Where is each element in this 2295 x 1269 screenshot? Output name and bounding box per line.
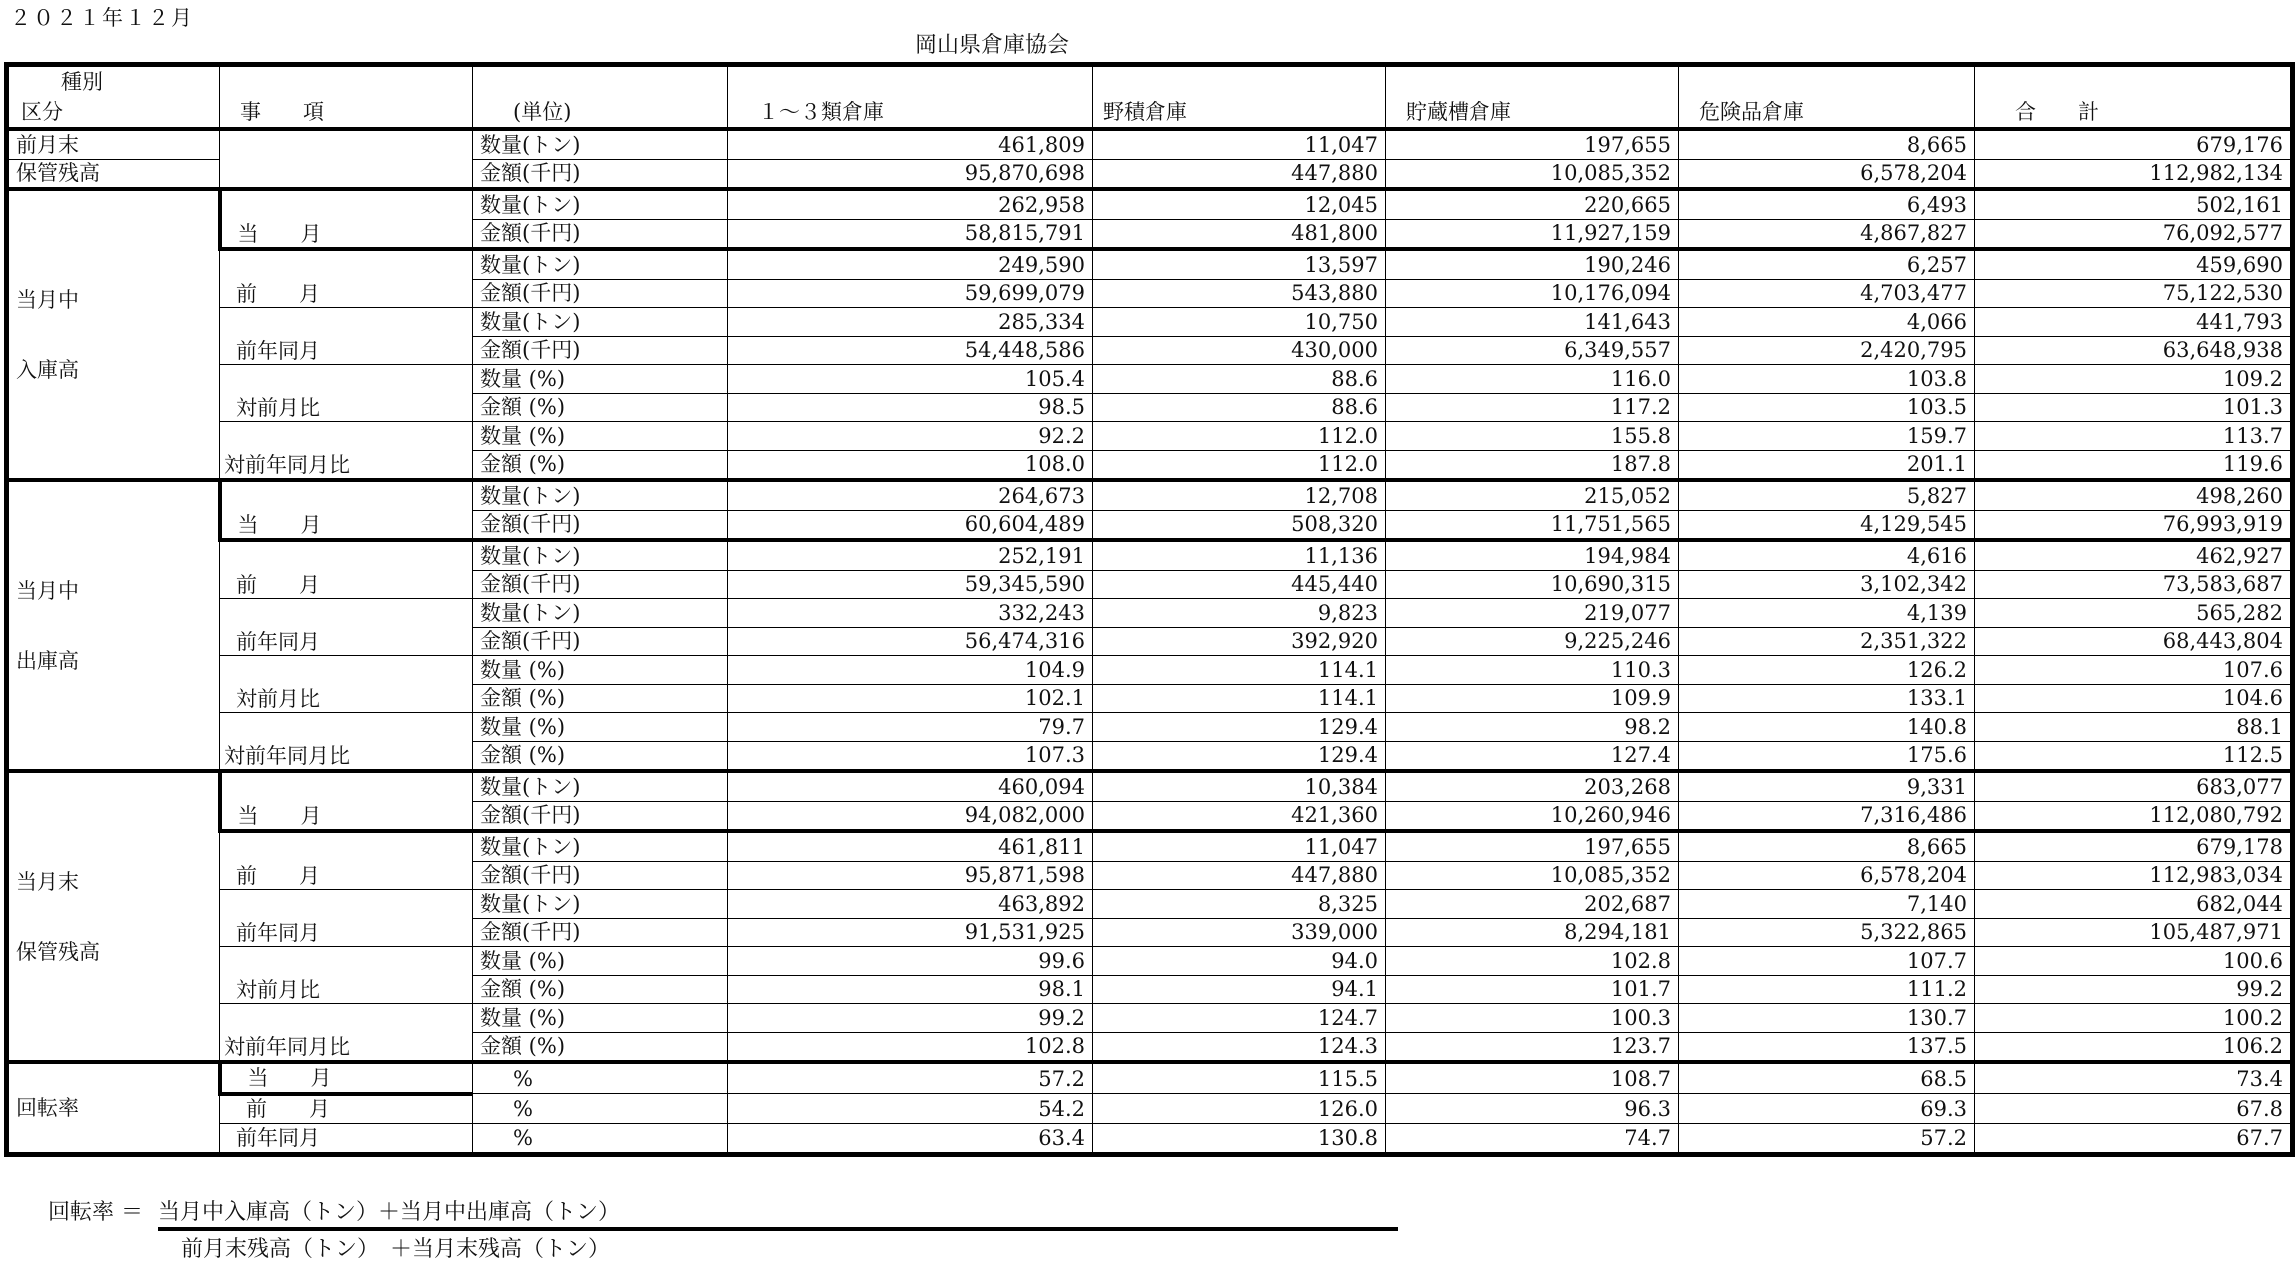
value-cell: 447,880: [1093, 159, 1386, 189]
value-cell: 6,493: [1679, 189, 1975, 219]
item-cell: 対前月比: [220, 947, 473, 1004]
kaiten-section: [7, 1062, 2293, 1154]
header-row: [7, 65, 2293, 130]
value-cell: 11,047: [1093, 831, 1386, 861]
unit-header: (単位): [473, 65, 728, 130]
value-cell: 67.8: [1975, 1094, 2293, 1124]
value-cell: 4,703,477: [1679, 279, 1975, 308]
kubun-label: 区分: [21, 100, 63, 124]
item-cell: 前年同月: [220, 1124, 473, 1155]
value-cell: 102.1: [728, 684, 1093, 713]
col-storage-tank-header: 貯蔵槽倉庫: [1386, 65, 1679, 130]
value-cell: 115.5: [1093, 1062, 1386, 1094]
value-cell: 194,984: [1386, 540, 1679, 570]
value-cell: 543,880: [1093, 279, 1386, 308]
unit-cell: 金額(千円): [473, 336, 728, 365]
value-cell: 107.7: [1679, 947, 1975, 976]
value-cell: 202,687: [1386, 890, 1679, 919]
value-cell: 56,474,316: [728, 627, 1093, 656]
table-row: [7, 947, 2293, 976]
unit-cell: 数量(トン): [473, 831, 728, 861]
value-cell: 8,325: [1093, 890, 1386, 919]
value-cell: 6,257: [1679, 249, 1975, 279]
unit-cell: 数量 (%): [473, 713, 728, 742]
table-row: [7, 365, 2293, 394]
value-cell: 285,334: [728, 308, 1093, 337]
group-label: 保管残高: [7, 159, 220, 189]
value-cell: 102.8: [728, 1032, 1093, 1062]
col-open-yard-header: 野積倉庫: [1093, 65, 1386, 130]
unit-cell: 金額 (%): [473, 393, 728, 422]
item-cell: 対前年同月比: [220, 713, 473, 772]
value-cell: 508,320: [1093, 510, 1386, 540]
value-cell: 60,604,489: [728, 510, 1093, 540]
unit-cell: 数量(トン): [473, 189, 728, 219]
unit-cell: 数量(トン): [473, 308, 728, 337]
group-label-line1: 当月末: [16, 869, 79, 894]
value-cell: 5,827: [1679, 480, 1975, 510]
value-cell: 109.9: [1386, 684, 1679, 713]
unit-cell: %: [473, 1124, 728, 1155]
value-cell: 104.9: [728, 656, 1093, 685]
value-cell: 109.2: [1975, 365, 2293, 394]
unit-cell: 金額(千円): [473, 627, 728, 656]
value-cell: 2,420,795: [1679, 336, 1975, 365]
value-cell: 197,655: [1386, 129, 1679, 159]
value-cell: 6,578,204: [1679, 861, 1975, 890]
value-cell: 91,531,925: [728, 918, 1093, 947]
col-hazmat-header: 危険品倉庫: [1679, 65, 1975, 130]
col-class1-3-header: １～３類倉庫: [728, 65, 1093, 130]
value-cell: 9,225,246: [1386, 627, 1679, 656]
value-cell: 12,045: [1093, 189, 1386, 219]
item-cell: 前年同月: [220, 890, 473, 947]
value-cell: 264,673: [728, 480, 1093, 510]
unit-cell: 金額 (%): [473, 450, 728, 480]
value-cell: 110.3: [1386, 656, 1679, 685]
value-cell: 54.2: [728, 1094, 1093, 1124]
value-cell: 112,080,792: [1975, 801, 2293, 831]
value-cell: 75,122,530: [1975, 279, 2293, 308]
value-cell: 126.0: [1093, 1094, 1386, 1124]
value-cell: 112.0: [1093, 422, 1386, 451]
formula-denominator: 前月末残高（トン） ＋当月末残高（トン）: [181, 1237, 611, 1262]
value-cell: 8,665: [1679, 831, 1975, 861]
value-cell: 100.6: [1975, 947, 2293, 976]
value-cell: 130.8: [1093, 1124, 1386, 1155]
value-cell: 76,993,919: [1975, 510, 2293, 540]
value-cell: 10,085,352: [1386, 861, 1679, 890]
table-row: [7, 480, 2293, 510]
value-cell: 98.5: [728, 393, 1093, 422]
group-label: 前月末: [7, 129, 220, 159]
item-cell: 前 月: [220, 831, 473, 890]
value-cell: 113.7: [1975, 422, 2293, 451]
value-cell: 106.2: [1975, 1032, 2293, 1062]
table-row: [7, 713, 2293, 742]
formula-label: 回転率 ＝: [48, 1200, 143, 1225]
table-row: [7, 1062, 2293, 1094]
value-cell: 175.6: [1679, 741, 1975, 771]
table-row: [7, 599, 2293, 628]
value-cell: 102.8: [1386, 947, 1679, 976]
value-cell: 4,616: [1679, 540, 1975, 570]
value-cell: 129.4: [1093, 741, 1386, 771]
item-cell: 前年同月: [220, 308, 473, 365]
value-cell: 114.1: [1093, 656, 1386, 685]
value-cell: 498,260: [1975, 480, 2293, 510]
value-cell: 421,360: [1093, 801, 1386, 831]
value-cell: 9,823: [1093, 599, 1386, 628]
value-cell: 94,082,000: [728, 801, 1093, 831]
value-cell: 7,316,486: [1679, 801, 1975, 831]
value-cell: 12,708: [1093, 480, 1386, 510]
value-cell: 7,140: [1679, 890, 1975, 919]
kubun-header: [7, 65, 220, 130]
value-cell: 197,655: [1386, 831, 1679, 861]
jiko-header: 事 項: [220, 65, 473, 130]
value-cell: 10,176,094: [1386, 279, 1679, 308]
value-cell: 430,000: [1093, 336, 1386, 365]
value-cell: 203,268: [1386, 771, 1679, 801]
value-cell: 63,648,938: [1975, 336, 2293, 365]
unit-cell: 数量 (%): [473, 947, 728, 976]
zandaka-section: [7, 771, 2293, 1062]
shubetsu-label: 種別: [61, 70, 103, 94]
value-cell: 74.7: [1386, 1124, 1679, 1155]
table-row: [7, 656, 2293, 685]
value-cell: 95,871,598: [728, 861, 1093, 890]
value-cell: 137.5: [1679, 1032, 1975, 1062]
value-cell: 215,052: [1386, 480, 1679, 510]
value-cell: 481,800: [1093, 219, 1386, 249]
value-cell: 220,665: [1386, 189, 1679, 219]
unit-cell: 金額(千円): [473, 801, 728, 831]
value-cell: 114.1: [1093, 684, 1386, 713]
unit-cell: 金額 (%): [473, 975, 728, 1004]
item-cell: [220, 129, 473, 189]
group-label: [7, 480, 220, 771]
value-cell: 108.0: [728, 450, 1093, 480]
unit-cell: 数量(トン): [473, 771, 728, 801]
unit-cell: 数量(トン): [473, 599, 728, 628]
value-cell: 68,443,804: [1975, 627, 2293, 656]
unit-cell: 数量 (%): [473, 422, 728, 451]
table-row: [7, 422, 2293, 451]
value-cell: 96.3: [1386, 1094, 1679, 1124]
value-cell: 4,066: [1679, 308, 1975, 337]
value-cell: 88.1: [1975, 713, 2293, 742]
table-row: [7, 771, 2293, 801]
value-cell: 94.0: [1093, 947, 1386, 976]
item-cell: 対前年同月比: [220, 422, 473, 481]
unit-cell: 金額(千円): [473, 861, 728, 890]
value-cell: 4,129,545: [1679, 510, 1975, 540]
value-cell: 252,191: [728, 540, 1093, 570]
unit-cell: 数量(トン): [473, 249, 728, 279]
value-cell: 10,260,946: [1386, 801, 1679, 831]
value-cell: 123.7: [1386, 1032, 1679, 1062]
value-cell: 88.6: [1093, 365, 1386, 394]
unit-cell: 金額(千円): [473, 570, 728, 599]
value-cell: 95,870,698: [728, 159, 1093, 189]
unit-cell: 金額(千円): [473, 510, 728, 540]
value-cell: 58,815,791: [728, 219, 1093, 249]
value-cell: 565,282: [1975, 599, 2293, 628]
value-cell: 11,047: [1093, 129, 1386, 159]
unit-cell: 数量(トン): [473, 129, 728, 159]
value-cell: 100.2: [1975, 1004, 2293, 1033]
value-cell: 4,139: [1679, 599, 1975, 628]
value-cell: 140.8: [1679, 713, 1975, 742]
value-cell: 98.2: [1386, 713, 1679, 742]
unit-cell: 金額(千円): [473, 279, 728, 308]
value-cell: 88.6: [1093, 393, 1386, 422]
value-cell: 119.6: [1975, 450, 2293, 480]
value-cell: 112.0: [1093, 450, 1386, 480]
value-cell: 79.7: [728, 713, 1093, 742]
value-cell: 59,345,590: [728, 570, 1093, 599]
value-cell: 445,440: [1093, 570, 1386, 599]
table-row: [7, 831, 2293, 861]
value-cell: 98.1: [728, 975, 1093, 1004]
value-cell: 94.1: [1093, 975, 1386, 1004]
unit-cell: 数量 (%): [473, 1004, 728, 1033]
item-cell: 当 月: [220, 771, 473, 831]
value-cell: 57.2: [728, 1062, 1093, 1094]
value-cell: 155.8: [1386, 422, 1679, 451]
unit-cell: 数量(トン): [473, 540, 728, 570]
unit-cell: 数量 (%): [473, 656, 728, 685]
item-cell: 前 月: [220, 1094, 473, 1124]
value-cell: 6,578,204: [1679, 159, 1975, 189]
value-cell: 262,958: [728, 189, 1093, 219]
value-cell: 101.7: [1386, 975, 1679, 1004]
value-cell: 502,161: [1975, 189, 2293, 219]
group-label-line2: 出庫高: [16, 648, 79, 673]
value-cell: 13,597: [1093, 249, 1386, 279]
value-cell: 103.5: [1679, 393, 1975, 422]
table-row: [7, 249, 2293, 279]
value-cell: 447,880: [1093, 861, 1386, 890]
group-label-line1: 当月中: [16, 287, 79, 312]
value-cell: 68.5: [1679, 1062, 1975, 1094]
value-cell: 54,448,586: [728, 336, 1093, 365]
value-cell: 9,331: [1679, 771, 1975, 801]
value-cell: 126.2: [1679, 656, 1975, 685]
value-cell: 683,077: [1975, 771, 2293, 801]
value-cell: 463,892: [728, 890, 1093, 919]
value-cell: 99.2: [728, 1004, 1093, 1033]
value-cell: 67.7: [1975, 1124, 2293, 1155]
value-cell: 141,643: [1386, 308, 1679, 337]
table-row: [7, 189, 2293, 219]
value-cell: 460,094: [728, 771, 1093, 801]
value-cell: 461,809: [728, 129, 1093, 159]
value-cell: 201.1: [1679, 450, 1975, 480]
value-cell: 108.7: [1386, 1062, 1679, 1094]
group-label: 回転率: [7, 1062, 220, 1154]
value-cell: 190,246: [1386, 249, 1679, 279]
value-cell: 339,000: [1093, 918, 1386, 947]
value-cell: 111.2: [1679, 975, 1975, 1004]
value-cell: 116.0: [1386, 365, 1679, 394]
group-label-line1: 当月中: [16, 578, 79, 603]
unit-cell: 数量(トン): [473, 890, 728, 919]
value-cell: 57.2: [1679, 1124, 1975, 1155]
value-cell: 441,793: [1975, 308, 2293, 337]
item-cell: 対前月比: [220, 365, 473, 422]
value-cell: 76,092,577: [1975, 219, 2293, 249]
group-label-line2: 保管残高: [16, 939, 100, 964]
unit-cell: 金額(千円): [473, 219, 728, 249]
value-cell: 99.2: [1975, 975, 2293, 1004]
shukko-section: [7, 480, 2293, 771]
table-row: [7, 308, 2293, 337]
value-cell: 105,487,971: [1975, 918, 2293, 947]
value-cell: 107.6: [1975, 656, 2293, 685]
value-cell: 3,102,342: [1679, 570, 1975, 599]
value-cell: 103.8: [1679, 365, 1975, 394]
unit-cell: 金額 (%): [473, 684, 728, 713]
item-cell: 当 月: [220, 189, 473, 249]
value-cell: 69.3: [1679, 1094, 1975, 1124]
report-date: ２０２１年１２月: [10, 6, 194, 30]
unit-cell: 金額(千円): [473, 918, 728, 947]
value-cell: 219,077: [1386, 599, 1679, 628]
col-total-header: 合 計: [1975, 65, 2293, 130]
value-cell: 59,699,079: [728, 279, 1093, 308]
value-cell: 6,349,557: [1386, 336, 1679, 365]
value-cell: 129.4: [1093, 713, 1386, 742]
value-cell: 10,384: [1093, 771, 1386, 801]
item-cell: 対前月比: [220, 656, 473, 713]
item-cell: 前 月: [220, 249, 473, 308]
group-label-line2: 入庫高: [16, 357, 79, 382]
value-cell: 112.5: [1975, 741, 2293, 771]
value-cell: 104.6: [1975, 684, 2293, 713]
unit-cell: 数量 (%): [473, 365, 728, 394]
value-cell: 249,590: [728, 249, 1093, 279]
value-cell: 10,750: [1093, 308, 1386, 337]
fraction-bar: [158, 1227, 1398, 1231]
formula-numerator: 当月中入庫高（トン）＋当月中出庫高（トン）: [158, 1200, 621, 1225]
value-cell: 124.7: [1093, 1004, 1386, 1033]
value-cell: 461,811: [728, 831, 1093, 861]
value-cell: 107.3: [728, 741, 1093, 771]
warehouse-statistics-table: [4, 62, 2295, 1157]
value-cell: 8,294,181: [1386, 918, 1679, 947]
table-row: [7, 1094, 2293, 1124]
value-cell: 117.2: [1386, 393, 1679, 422]
value-cell: 73,583,687: [1975, 570, 2293, 599]
value-cell: 11,751,565: [1386, 510, 1679, 540]
value-cell: 8,665: [1679, 129, 1975, 159]
value-cell: 462,927: [1975, 540, 2293, 570]
value-cell: 101.3: [1975, 393, 2293, 422]
value-cell: 63.4: [728, 1124, 1093, 1155]
value-cell: 4,867,827: [1679, 219, 1975, 249]
value-cell: 459,690: [1975, 249, 2293, 279]
unit-cell: 金額 (%): [473, 741, 728, 771]
value-cell: 2,351,322: [1679, 627, 1975, 656]
unit-cell: 金額(千円): [473, 159, 728, 189]
value-cell: 73.4: [1975, 1062, 2293, 1094]
value-cell: 100.3: [1386, 1004, 1679, 1033]
value-cell: 10,690,315: [1386, 570, 1679, 599]
unit-cell: 数量(トン): [473, 480, 728, 510]
table-row: [7, 129, 2293, 159]
value-cell: 679,176: [1975, 129, 2293, 159]
value-cell: 159.7: [1679, 422, 1975, 451]
value-cell: 10,085,352: [1386, 159, 1679, 189]
table-row: [7, 1124, 2293, 1155]
value-cell: 682,044: [1975, 890, 2293, 919]
value-cell: 5,322,865: [1679, 918, 1975, 947]
value-cell: 112,982,134: [1975, 159, 2293, 189]
value-cell: 133.1: [1679, 684, 1975, 713]
item-cell: 対前年同月比: [220, 1004, 473, 1063]
value-cell: 124.3: [1093, 1032, 1386, 1062]
item-cell: 当 月: [220, 1062, 473, 1094]
value-cell: 112,983,034: [1975, 861, 2293, 890]
unit-cell: %: [473, 1094, 728, 1124]
item-cell: 当 月: [220, 480, 473, 540]
organization-name: 岡山県倉庫協会: [915, 33, 1070, 58]
value-cell: 130.7: [1679, 1004, 1975, 1033]
table-row: [7, 890, 2293, 919]
value-cell: 11,927,159: [1386, 219, 1679, 249]
unit-cell: 金額 (%): [473, 1032, 728, 1062]
value-cell: 127.4: [1386, 741, 1679, 771]
item-cell: 前年同月: [220, 599, 473, 656]
value-cell: 99.6: [728, 947, 1093, 976]
table-row: [7, 540, 2293, 570]
nyuko-section: [7, 189, 2293, 480]
item-cell: 前 月: [220, 540, 473, 599]
group-label: [7, 189, 220, 480]
value-cell: 11,136: [1093, 540, 1386, 570]
table-row: [7, 1004, 2293, 1033]
value-cell: 679,178: [1975, 831, 2293, 861]
value-cell: 392,920: [1093, 627, 1386, 656]
value-cell: 92.2: [728, 422, 1093, 451]
value-cell: 187.8: [1386, 450, 1679, 480]
group-label: [7, 771, 220, 1062]
value-cell: 105.4: [728, 365, 1093, 394]
unit-cell: %: [473, 1062, 728, 1094]
value-cell: 332,243: [728, 599, 1093, 628]
